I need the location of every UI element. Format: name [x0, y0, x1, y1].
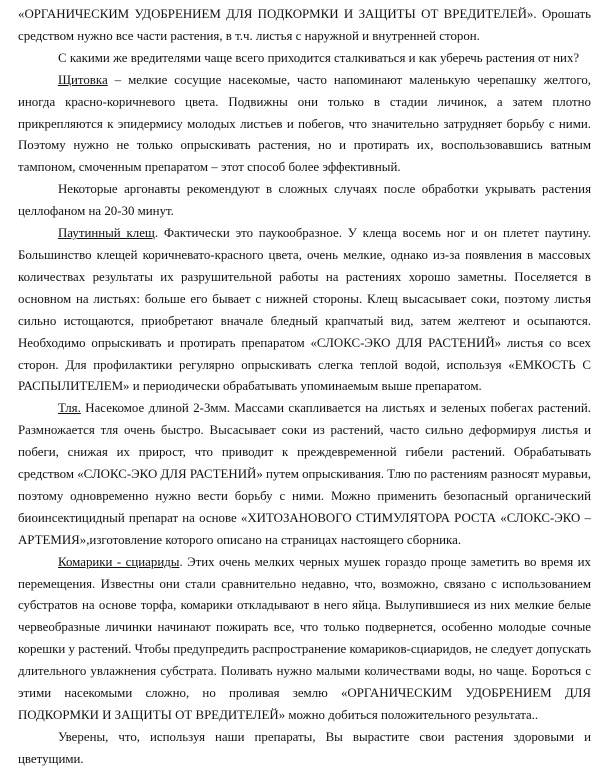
aphid-text: Насекомое длиной 2-3мм. Массами скапливается на листьях и зеленых побегах растений. Размножается тля очень быстро. Высасывает соки из растений, часто сильно деформируя листья и побеги, снижая их прирост, что приводит к преждевременной гибели растений. Обрабатывать средством «СЛОКС-ЭКО ДЛЯ РАСТЕНИЙ» путем опрыскивания. Тлю по растениям разносят муравьи, поэтому одновременно нужно вести борьбу с ними. Можно применить безопасный органический биоинсектицидный препарат на основе «ХИТОЗАНОВОГО СТИМУЛЯТОРА РОСТА «СЛОКС-ЭКО – АРТЕМИЯ»,изготовление которого описано на страницах настоящего сборника.	[18, 401, 591, 547]
aphid-heading: Тля.	[58, 401, 81, 416]
intro-paragraph	[18, 4, 591, 48]
spider-mite-text: . Фактически это паукообразное. У клеща восемь ног и он плетет паутину. Большинство клещей коричневато-красного цвета, очень мелкие, однако из-за появления в массовых количествах результаты их разрушительной работы на растениях хорошо заметны. Поселяется в основном на листьях: больше его бывает с нижней стороны. Клещ высасывает соки, поэтому листья сильно истощаются, приобретают вначале бледный крапчатый вид, затем желтеют и осыпаются. Необходимо опрыскивать и протирать препаратом «СЛОКС-ЭКО ДЛЯ РАСТЕНИЙ» листья со всех сторон. Для профилактики регулярно опрыскивать слегка теплой водой, используя «ЕМКОСТЬ С РАСПЫЛИТЕЛЕМ» и периодически обрабатывать упоминаемым выше препаратом.	[18, 226, 591, 394]
closing-text: Уверены, что, используя наши препараты, Вы вырастите свои растения здоровыми и цветущими.	[18, 729, 591, 766]
agronomist-note-text: Некоторые аргонавты рекомендуют в сложных случаях после обработки укрывать растения целлофаном на 20-30 минут.	[18, 182, 591, 219]
intro-text: «ОРГАНИЧЕСКИМ УДОБРЕНИЕМ ДЛЯ ПОДКОРМКИ И ЗАЩИТЫ ОТ ВРЕДИТЕЛЕЙ». Орошать средством нужно все части растения, в т.ч. листья с наружной и внутренней сторон.	[18, 7, 591, 43]
aphid-paragraph	[18, 398, 591, 551]
fungus-gnat-text: . Этих очень мелких черных мушек гораздо проще заметить во время их перемещения. Известны они стали сравнительно недавно, что, возможно, связано с использованием субстратов на основе торфа, комарики откладывают в него яйца. Вылупившиеся из них мелкие белые червеобразные личинки начинают пожирать все, что только подвернется, особенно молодые сочные корешки у растений. Чтобы предупредить распространение комариков-сциаридов, не следует допускать длительного увлажнения субстрата. Поливать нужно малыми количествами воды, но чаще. Бороться с этими насекомыми сложно, но проливая землю «ОРГАНИЧЕСКИМ УДОБРЕНИЕМ ДЛЯ ПОДКОРМКИ И ЗАЩИТЫ ОТ ВРЕДИТЕЛЕЙ» можно добиться положительного результата..	[18, 554, 591, 722]
scale-insect-text: – мелкие сосущие насекомые, часто напоминают маленькую черепашку желтого, иногда красно-коричневого цвета. Подвижны они только в стадии личинок, а затем плотно прикрепляются к эпидермису молодых листьев и побегов, что значительно затрудняет борьбу с ними. Поэтому нужно не только опрыскивать растения, но и протирать их, воспользовавшись ватным тампоном, смоченным препаратом – этот способ более эффективный.	[18, 72, 591, 175]
spider-mite-heading: Паутинный клещ	[58, 226, 155, 241]
fungus-gnat-heading: Комарики - сциариды	[58, 554, 180, 569]
agronomist-note-paragraph	[18, 179, 591, 223]
question-paragraph	[18, 48, 591, 70]
question-text: С какими же вредителями чаще всего приходится сталкиваться и как уберечь растения от них?	[58, 50, 580, 65]
fungus-gnat-paragraph	[18, 552, 591, 727]
scale-insect-paragraph	[18, 70, 591, 180]
spider-mite-paragraph	[18, 223, 591, 398]
closing-paragraph	[18, 727, 591, 771]
scale-insect-heading: Щитовка	[58, 72, 108, 87]
